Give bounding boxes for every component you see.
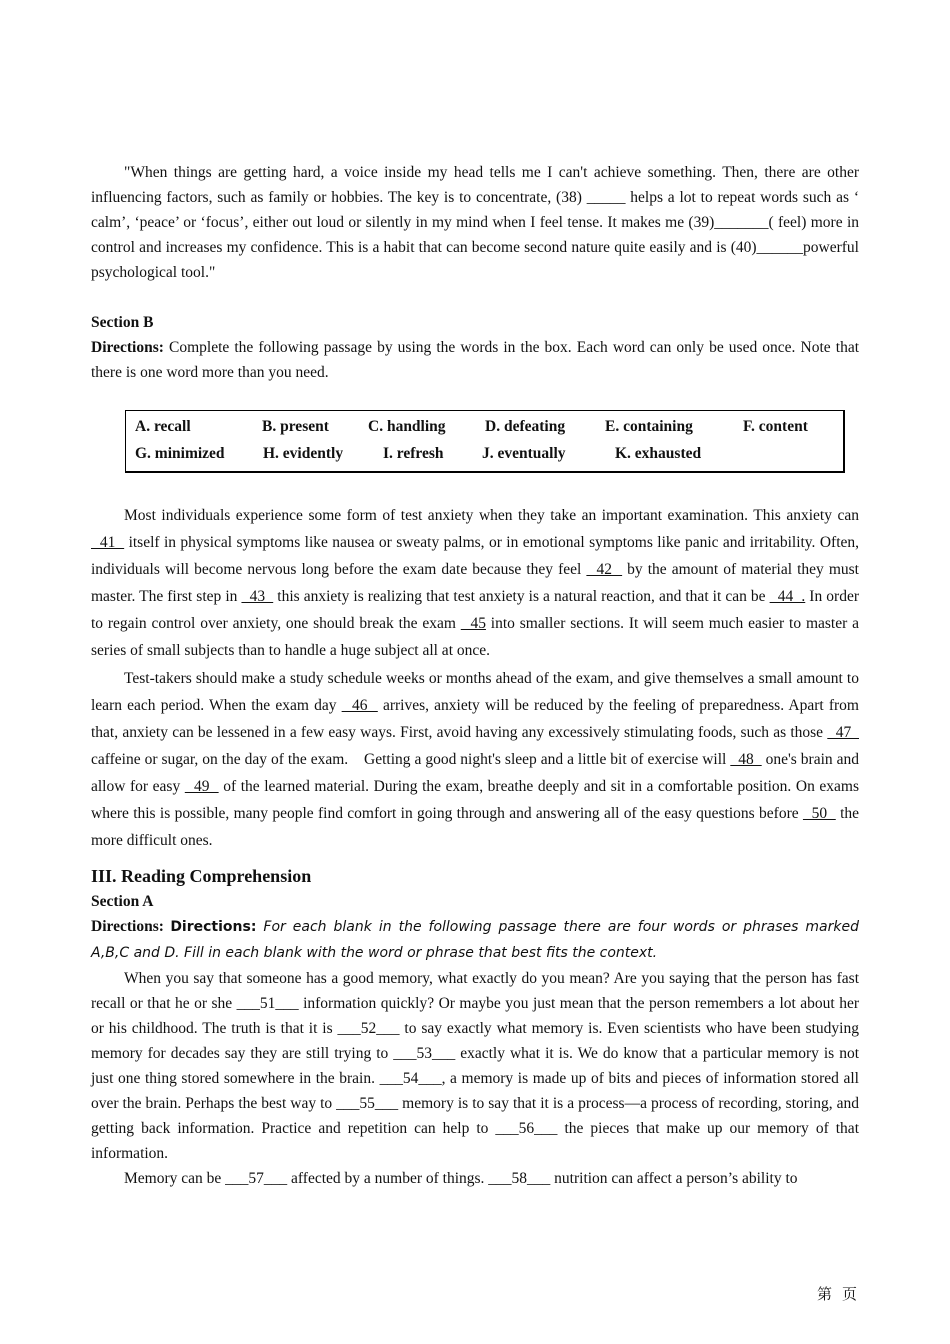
word-option: B. present — [262, 418, 329, 435]
blank-43: 43 — [241, 588, 274, 606]
section-a-paragraph-2: Memory can be ___57___ affected by a number of things. ___58___ nutrition can affect a person’s ability to — [124, 1170, 798, 1188]
section-b-title: Section B — [91, 314, 154, 331]
blank-47: 47 — [827, 723, 859, 741]
word-option: F. content — [743, 418, 808, 435]
footer-char-di: 第 — [817, 1285, 833, 1303]
blank-49: 49 — [184, 777, 219, 795]
footer-char-ye: 页 — [842, 1285, 858, 1303]
word-option: A. recall — [135, 418, 191, 435]
page-content — [91, 160, 863, 1191]
section-a-directions — [91, 914, 859, 966]
word-option: D. defeating — [485, 418, 566, 435]
blank-50: 50 — [802, 805, 836, 823]
word-option: H. evidently — [263, 445, 344, 462]
word-option: I. refresh — [383, 445, 444, 462]
word-box-row-1 — [135, 415, 843, 442]
section-a-title: Section A — [91, 893, 154, 911]
directions-text: For each blank in the following passage there are four words or phrases marked A,B,C and D. Fill in each blank with the word or phrase that best fits the context. — [91, 919, 859, 962]
blank-45: 45 — [460, 615, 486, 633]
word-box — [125, 410, 845, 473]
blank-46: 46 — [341, 696, 378, 714]
blank-48: 48 — [730, 750, 762, 768]
page-footer — [817, 1283, 867, 1304]
word-box-row-2 — [135, 442, 843, 469]
passage-quote-paragraph: "When things are getting hard, a voice inside my head tells me I can't achieve something. Then, there are other influencing factors, such as family or hobbies. The key is to concentrate, (38) _____ helps a lot to repeat words such as ‘ calm’, ‘peace’ or ‘focus’, either out loud or silently in my mind when I feel tense. It makes me (39)_______( feel) more in control and increases my confidence. This is a habit that can become second nature quite easily and is (40)______powerful psychological tool." — [91, 164, 859, 281]
directions-label-repeat: Directions: — [170, 919, 257, 936]
reading-comprehension-title: III. Reading Comprehension — [91, 866, 312, 887]
word-option: K. exhausted — [615, 445, 702, 462]
directions-text: Complete the following passage by using the words in the box. Each word can only be used once. Note that there is one word more than you need. — [91, 339, 859, 381]
directions-label: Directions: — [91, 339, 164, 356]
word-option: C. handling — [368, 418, 446, 435]
word-option: G. minimized — [135, 445, 225, 462]
blank-44: 44 . — [769, 588, 806, 606]
section-b-paragraph-2: Test-takers should make a study schedule weeks or months ahead of the exam, and give themselves a small amount to learn each period. When the exam day 46 arrives, anxiety will be reduced by the feeling of preparedness. Apart from that, anxiety can be lessened in a few easy ways. First, avoid having any excessively stimulating foods, such as those 47 caffeine or sugar, on the day of the exam. Getting a good night's sleep and a little bit of exercise will 48 one's brain and allow for easy 49 of the learned material. During the exam, breathe deeply and sit in a comfortable position. On exams where this is possible, many people find comfort in going through and answering all of the easy questions before 50 the more difficult ones. — [91, 669, 863, 850]
blank-42: 42 — [586, 561, 623, 579]
section-b-paragraph-1: Most individuals experience some form of test anxiety when they take an important examination. This anxiety can 41 itself in physical symptoms like nausea or sweaty palms, or in emotional symptoms like panic and irritability. Often, individuals will become nervous long before the exam date because they feel 42 by the amount of material they must master. The first step in 43 this anxiety is realizing that test anxiety is a natural reaction, and that it can be 44 . In order to regain control over anxiety, one should break the exam 45 into smaller sections. It will seem much easier to master a series of small subjects than to handle a huge subject all at once. — [91, 507, 860, 660]
section-a-paragraph-1: When you say that someone has a good memory, what exactly do you mean? Are you saying that the person has fast recall or that he or she ___51___ information quickly? Or maybe you just mean that the person remembers a lot about her or his childhood. The truth is that it is ___52___ to say exactly what memory is. Even scientists who have been studying memory for decades say they are still trying to ___53___ exactly what it is. We do know that a particular memory is not just one thing stored somewhere in the brain. ___54___, a memory is made up of bits and pieces of information stored all over the brain. Perhaps the best way to ___55___ memory is to say that it is a process—a process of recording, storing, and getting back information. Practice and repetition can help to ___56___ the pieces that make up our memory of that information. — [91, 970, 859, 1163]
blank-41: 41 — [91, 534, 125, 552]
section-b-directions — [91, 335, 859, 385]
word-option: J. eventually — [482, 445, 566, 462]
word-option: E. containing — [605, 418, 693, 435]
directions-label: Directions: — [91, 918, 164, 936]
